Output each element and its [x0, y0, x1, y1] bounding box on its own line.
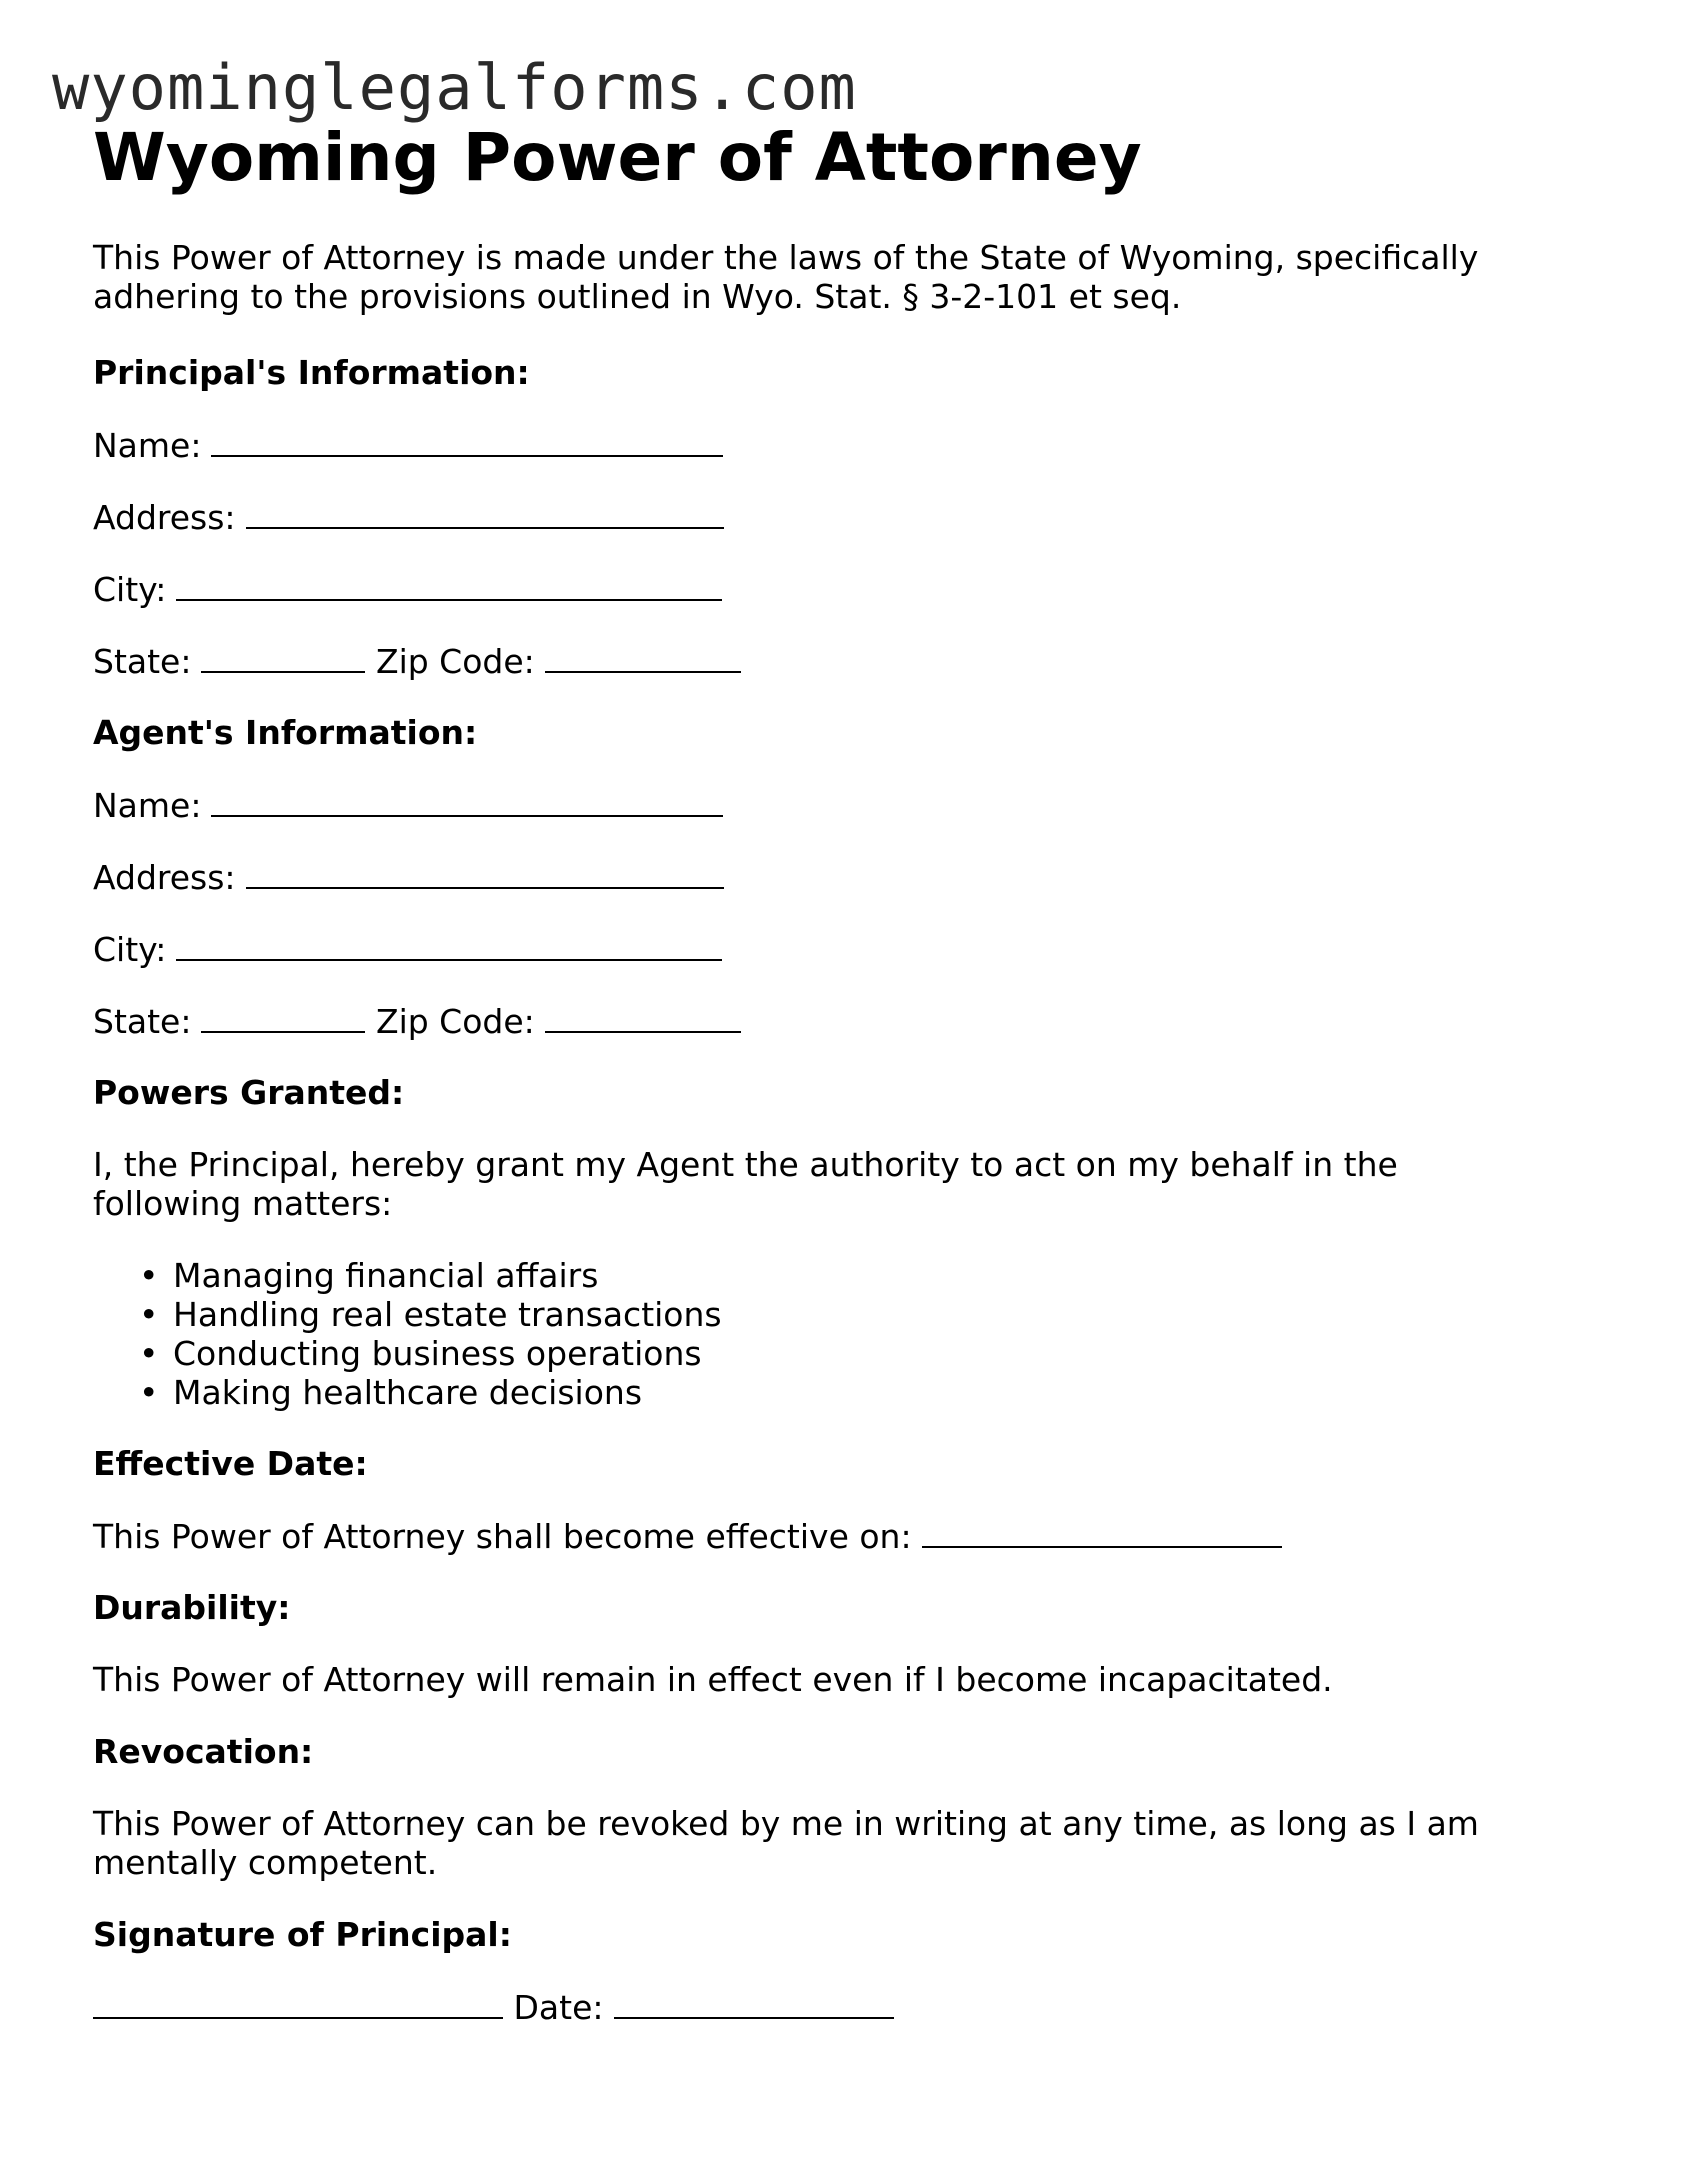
signature-date-field[interactable]	[614, 1987, 894, 2019]
durability-heading: Durability:	[93, 1588, 291, 1627]
powers-list	[93, 1256, 722, 1412]
effective-heading: Effective Date:	[93, 1444, 368, 1483]
signature-heading: Signature of Principal:	[93, 1915, 512, 1954]
agent-zip-field[interactable]	[545, 1001, 741, 1033]
principal-state-zip-row	[93, 641, 741, 681]
list-item: • Handling real estate transactions	[139, 1295, 722, 1334]
bullet-icon: •	[139, 1256, 159, 1295]
agent-city-field[interactable]	[176, 929, 722, 961]
powers-paragraph: I, the Principal, hereby grant my Agent the authority to act on my behalf in the following matters:	[93, 1145, 1398, 1223]
list-item: • Managing financial affairs	[139, 1256, 599, 1295]
agent-address-field[interactable]	[246, 857, 724, 889]
principal-address-label: Address:	[93, 498, 236, 537]
bullet-icon: •	[139, 1373, 159, 1412]
agent-state-label: State:	[93, 1002, 192, 1041]
signature-date-label: Date:	[513, 1988, 604, 2027]
principal-name-field[interactable]	[211, 425, 723, 457]
principal-zip-field[interactable]	[545, 641, 741, 673]
principal-city-field[interactable]	[176, 569, 722, 601]
list-item: • Making healthcare decisions	[139, 1373, 643, 1412]
site-watermark: wyominglegalforms.com	[52, 51, 857, 124]
agent-city-row	[93, 929, 722, 969]
agent-name-field[interactable]	[211, 785, 723, 817]
principal-name-label: Name:	[93, 426, 202, 465]
intro-paragraph: This Power of Attorney is made under the laws of the State of Wyoming, specifically adhering to the provisions outlined in Wyo. Stat. § 3-2-101 et seq.	[93, 238, 1479, 316]
agent-zip-label: Zip Code:	[375, 1002, 535, 1041]
principal-state-field[interactable]	[201, 641, 365, 673]
agent-city-label: City:	[93, 930, 167, 969]
agent-address-row	[93, 857, 724, 897]
principal-city-label: City:	[93, 570, 167, 609]
page-title: Wyoming Power of Attorney	[93, 119, 1142, 196]
durability-text: This Power of Attorney will remain in effect even if I become incapacitated.	[93, 1660, 1333, 1699]
agent-state-field[interactable]	[201, 1001, 365, 1033]
principal-zip-label: Zip Code:	[375, 642, 535, 681]
principal-state-label: State:	[93, 642, 192, 681]
agent-address-label: Address:	[93, 858, 236, 897]
signature-row	[93, 1987, 894, 2027]
principal-city-row	[93, 569, 722, 609]
principal-address-row	[93, 497, 724, 537]
principal-address-field[interactable]	[246, 497, 724, 529]
principal-heading: Principal's Information:	[93, 353, 530, 392]
agent-name-label: Name:	[93, 786, 202, 825]
powers-heading: Powers Granted:	[93, 1073, 405, 1112]
effective-date-field[interactable]	[922, 1516, 1282, 1548]
agent-state-zip-row	[93, 1001, 741, 1041]
effective-row	[93, 1516, 1282, 1556]
principal-name-row	[93, 425, 723, 465]
bullet-icon: •	[139, 1295, 159, 1334]
list-item: • Conducting business operations	[139, 1334, 702, 1373]
revocation-text: This Power of Attorney can be revoked by me in writing at any time, as long as I am mentally competent.	[93, 1804, 1479, 1882]
document-page	[93, 118, 1593, 2027]
effective-text: This Power of Attorney shall become effective on:	[93, 1517, 912, 1556]
signature-field[interactable]	[93, 1987, 503, 2019]
revocation-heading: Revocation:	[93, 1732, 314, 1771]
agent-heading: Agent's Information:	[93, 713, 478, 752]
bullet-icon: •	[139, 1334, 159, 1373]
agent-name-row	[93, 785, 723, 825]
